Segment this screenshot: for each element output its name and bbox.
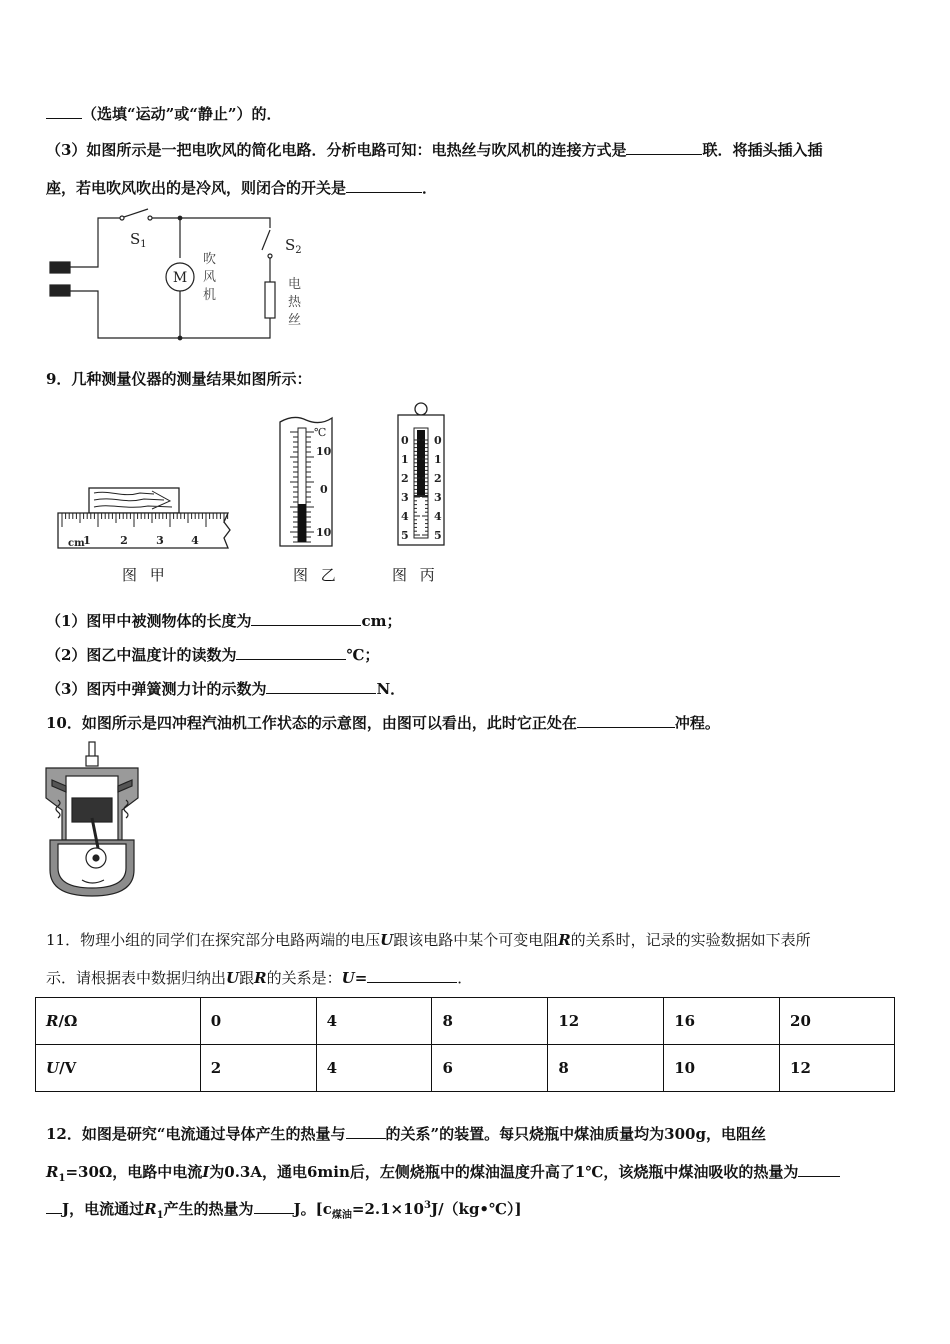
ruler-tick-label: 3: [156, 534, 164, 547]
ruler-figure: [52, 482, 237, 557]
s1-label: S: [130, 230, 141, 248]
svg-text:S1: $S_1$: [130, 230, 147, 250]
table-cell: 20: [780, 998, 895, 1045]
table-cell: 8: [548, 1045, 664, 1092]
svg-text:0: 0: [434, 434, 442, 447]
q8-top-line: （选填“运动”或“静止”）的．: [46, 102, 282, 124]
svg-text:1: 1: [434, 453, 442, 466]
answer-blank[interactable]: [236, 643, 346, 660]
table-cell: 16: [664, 998, 780, 1045]
row-header: R/Ω: [36, 998, 201, 1045]
answer-blank[interactable]: [626, 138, 702, 155]
table-cell: 4: [316, 1045, 432, 1092]
answer-blank[interactable]: [346, 1122, 386, 1139]
svg-text:3: 3: [434, 491, 442, 504]
answer-blank[interactable]: [798, 1160, 840, 1177]
spring-scale-figure: [390, 400, 452, 552]
svg-text:2: 2: [401, 472, 409, 485]
table-cell: 12: [780, 1045, 895, 1092]
q9-sub3: （3）图丙中弹簧测力计的示数为 N．: [46, 677, 405, 699]
answer-blank[interactable]: [266, 677, 376, 694]
r-u-data-table: [35, 997, 895, 1092]
svg-text:S2: $S_2$: [285, 236, 302, 256]
svg-text:4: 4: [434, 510, 442, 523]
svg-text:热: 热: [288, 295, 302, 310]
four-stroke-engine-diagram: [42, 740, 142, 900]
table-cell: 8: [432, 998, 548, 1045]
table-cell: 0: [200, 998, 316, 1045]
q9-sub1: （1）图甲中被测物体的长度为 cm；: [46, 609, 401, 631]
table-cell: 2: [200, 1045, 316, 1092]
answer-blank[interactable]: [46, 1197, 62, 1214]
svg-text:1: 1: [401, 453, 409, 466]
plug-prong-bottom: [50, 285, 70, 296]
answer-blank[interactable]: [254, 1197, 294, 1214]
table-cell: 10: [664, 1045, 780, 1092]
hair-dryer-circuit-diagram: [40, 200, 340, 350]
table-row: [36, 1045, 895, 1092]
table-row: [36, 998, 895, 1045]
heater-resistor: [265, 282, 275, 318]
q8-part3-line2: 座，若电吹风吹出的是冷风，则闭合的开关是 ．: [46, 176, 437, 198]
answer-blank[interactable]: [346, 176, 422, 193]
table-cell: 6: [432, 1045, 548, 1092]
svg-text:3: 3: [401, 491, 409, 504]
q12-line2: $R_1=30\Omega$，电路中电流I为0.3A，通电6min后，左侧烧瓶中的煤油温度升高了1℃，该烧瓶中煤油吸收的热量为: [46, 1160, 840, 1184]
svg-text:丝: 丝: [288, 313, 302, 328]
q9-title: 9．几种测量仪器的测量结果如图所示：: [46, 370, 312, 388]
svg-text:5: 5: [401, 529, 409, 542]
q12-line3: J，电流通过$R_1$产生的热量为 J。$[c_{煤油}=2.1\times 10^3J/(kg•℃)]$: [46, 1197, 522, 1221]
switch-s1-blade: [124, 209, 148, 217]
table-cell: 4: [316, 998, 432, 1045]
svg-text:风: 风: [203, 270, 217, 285]
answer-blank[interactable]: [577, 711, 675, 728]
row-header: U/V: [36, 1045, 201, 1092]
svg-text:机: 机: [203, 288, 217, 303]
q10-text: 10．如图所示是四冲程汽油机工作状态的示意图，由图可以看出，此时它正处在 冲程。: [46, 711, 720, 733]
ruler-unit-label: cm: [68, 538, 85, 549]
thermometer-label: 10: [316, 445, 332, 458]
q8-part3-line1: （3）如图所示是一把电吹风的简化电路．分析电路可知：电热丝与吹风机的连接方式是 联．将插头插入插: [46, 138, 822, 160]
svg-text:吹: 吹: [203, 252, 217, 267]
svg-text:2: 2: [434, 472, 442, 485]
ruler-tick-label: 2: [120, 534, 128, 547]
figure-caption-yi: 图 乙: [293, 566, 340, 584]
table-cell: 12: [548, 998, 664, 1045]
thermometer-liquid: [298, 504, 306, 542]
thermometer-figure: [276, 412, 338, 552]
motor-label: M: [172, 270, 188, 286]
answer-blank[interactable]: [46, 102, 82, 119]
thermometer-label: 10: [316, 526, 332, 539]
switch-s1-contact: [120, 216, 124, 220]
switch-s2-blade: [262, 230, 270, 250]
q12-line1: 12．如图是研究“电流通过导体产生的热量与 的关系”的装置。每只烧瓶中煤油质量均为300g，电阻丝: [46, 1122, 766, 1144]
s2-label: S: [285, 236, 296, 254]
svg-text:5: 5: [434, 529, 442, 542]
ruler-tick-label: 1: [83, 534, 91, 547]
svg-text:电: 电: [288, 277, 302, 292]
q9-sub2: （2）图乙中温度计的读数为 ℃；: [46, 643, 379, 665]
thermometer-label: 0: [320, 483, 328, 496]
ruler-tick-label: 4: [191, 534, 199, 547]
answer-blank[interactable]: [367, 966, 457, 983]
svg-text:0: 0: [401, 434, 409, 447]
figure-caption-jia: 图 甲: [122, 566, 169, 584]
q11-line2: 示．请根据表中数据归纳出U跟R的关系是：U= ．: [46, 966, 472, 988]
answer-blank[interactable]: [251, 609, 361, 626]
thermometer-unit: ℃: [314, 426, 327, 439]
plug-prong-top: [50, 262, 70, 273]
svg-text:4: 4: [401, 510, 409, 523]
q11-line1: 11．物理小组的同学们在探究部分电路两端的电压U跟该电路中某个可变电阻R的关系时，记录的实验数据如下表所: [46, 931, 811, 949]
figure-caption-bing: 图 丙: [392, 566, 439, 584]
